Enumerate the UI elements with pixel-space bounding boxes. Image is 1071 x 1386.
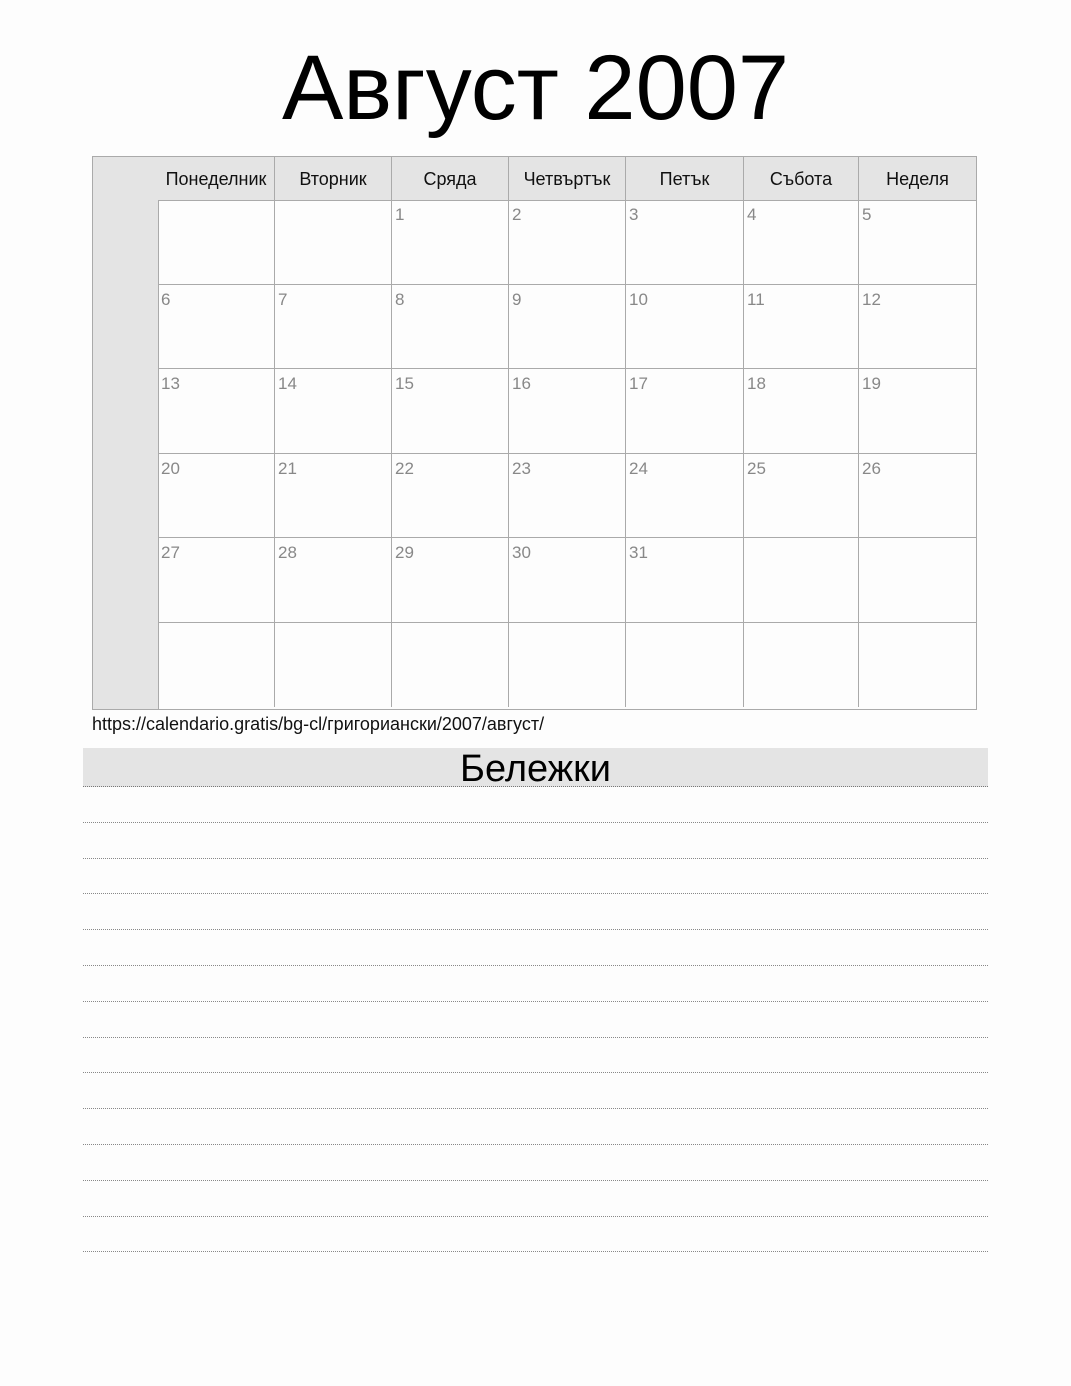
calendar-day-cell[interactable]	[626, 623, 744, 708]
page-title: Август 2007	[281, 37, 790, 139]
calendar-day-cell[interactable]	[744, 538, 859, 622]
weekday-header-monday: Понеделник	[158, 157, 275, 200]
calendar-day-cell[interactable]: 17	[626, 369, 744, 453]
note-line[interactable]	[83, 1181, 988, 1217]
note-line[interactable]	[83, 859, 988, 895]
calendar-day-cell[interactable]: 20	[158, 454, 275, 538]
calendar-week-row	[158, 285, 976, 370]
weekday-header-friday: Петък	[626, 157, 744, 200]
calendar-day-cell[interactable]: 31	[626, 538, 744, 622]
calendar-day-cell[interactable]: 25	[744, 454, 859, 538]
calendar-week-row	[158, 623, 976, 708]
note-line[interactable]	[83, 1038, 988, 1074]
calendar-day-cell[interactable]: 11	[744, 285, 859, 369]
note-line[interactable]	[83, 930, 988, 966]
calendar-day-cell[interactable]	[158, 623, 275, 708]
calendar-day-cell[interactable]	[392, 623, 509, 708]
weekday-header-sunday: Неделя	[886, 169, 949, 189]
week-number-column	[93, 157, 159, 709]
notes-title: Бележки	[83, 748, 988, 787]
note-line[interactable]	[83, 823, 988, 859]
calendar-day-cell[interactable]: 9	[509, 285, 626, 369]
calendar-day-cell[interactable]: 10	[626, 285, 744, 369]
month-calendar-grid	[92, 156, 977, 710]
note-line[interactable]	[83, 787, 988, 823]
calendar-day-cell[interactable]: 13	[158, 369, 275, 453]
calendar-day-cell[interactable]	[859, 538, 976, 622]
calendar-week-row	[158, 454, 976, 539]
calendar-day-cell[interactable]: 24	[626, 454, 744, 538]
weekday-header-thursday: Четвъртък	[509, 157, 626, 200]
calendar-day-cell[interactable]	[744, 623, 859, 708]
calendar-day-cell[interactable]: 30	[509, 538, 626, 622]
calendar-week-row	[158, 538, 976, 623]
note-line[interactable]	[83, 1109, 988, 1145]
note-line[interactable]	[83, 894, 988, 930]
note-line[interactable]	[83, 966, 988, 1002]
calendar-day-cell[interactable]: 18	[744, 369, 859, 453]
calendar-day-cell[interactable]: 21	[275, 454, 392, 538]
weekday-header-row	[158, 157, 976, 201]
calendar-day-cell[interactable]: 29	[392, 538, 509, 622]
calendar-day-cell[interactable]: 1	[392, 200, 509, 284]
calendar-day-cell[interactable]: 2	[509, 200, 626, 284]
note-line[interactable]	[83, 1145, 988, 1181]
calendar-day-cell[interactable]: 5	[862, 205, 872, 224]
note-line[interactable]	[83, 1217, 988, 1253]
calendar-day-cell[interactable]: 8	[392, 285, 509, 369]
calendar-day-cell[interactable]: 19	[862, 374, 881, 393]
calendar-day-cell[interactable]: 23	[509, 454, 626, 538]
calendar-day-cell[interactable]: 16	[509, 369, 626, 453]
weekday-header-tuesday: Вторник	[275, 157, 392, 200]
calendar-day-cell[interactable]: 26	[862, 458, 881, 478]
calendar-weeks	[158, 200, 976, 709]
calendar-week-row	[158, 369, 976, 454]
weekday-header-wednesday: Сряда	[392, 157, 509, 200]
calendar-day-cell[interactable]: 22	[392, 454, 509, 538]
source-url-link[interactable]: https://calendario.gratis/bg-cl/григориански/2007/август/	[92, 714, 545, 734]
weekday-header-saturday: Събота	[744, 157, 859, 200]
calendar-day-cell[interactable]	[509, 623, 626, 708]
calendar-day-cell[interactable]	[275, 200, 392, 284]
calendar-week-row	[158, 200, 976, 285]
calendar-day-cell[interactable]: 3	[626, 200, 744, 284]
note-line[interactable]	[83, 1002, 988, 1038]
calendar-day-cell[interactable]: 12	[862, 289, 881, 309]
calendar-day-cell[interactable]: 6	[158, 285, 275, 369]
calendar-day-cell[interactable]	[275, 623, 392, 708]
calendar-day-cell[interactable]: 15	[392, 369, 509, 453]
calendar-day-cell[interactable]	[158, 200, 275, 284]
calendar-day-cell[interactable]: 4	[744, 200, 859, 284]
calendar-day-cell[interactable]: 28	[275, 538, 392, 622]
notes-area[interactable]	[83, 787, 988, 1252]
note-line[interactable]	[83, 1073, 988, 1109]
calendar-day-cell[interactable]	[859, 623, 976, 708]
calendar-day-cell[interactable]: 27	[158, 538, 275, 622]
calendar-day-cell[interactable]: 7	[275, 285, 392, 369]
calendar-day-cell[interactable]: 14	[275, 369, 392, 453]
